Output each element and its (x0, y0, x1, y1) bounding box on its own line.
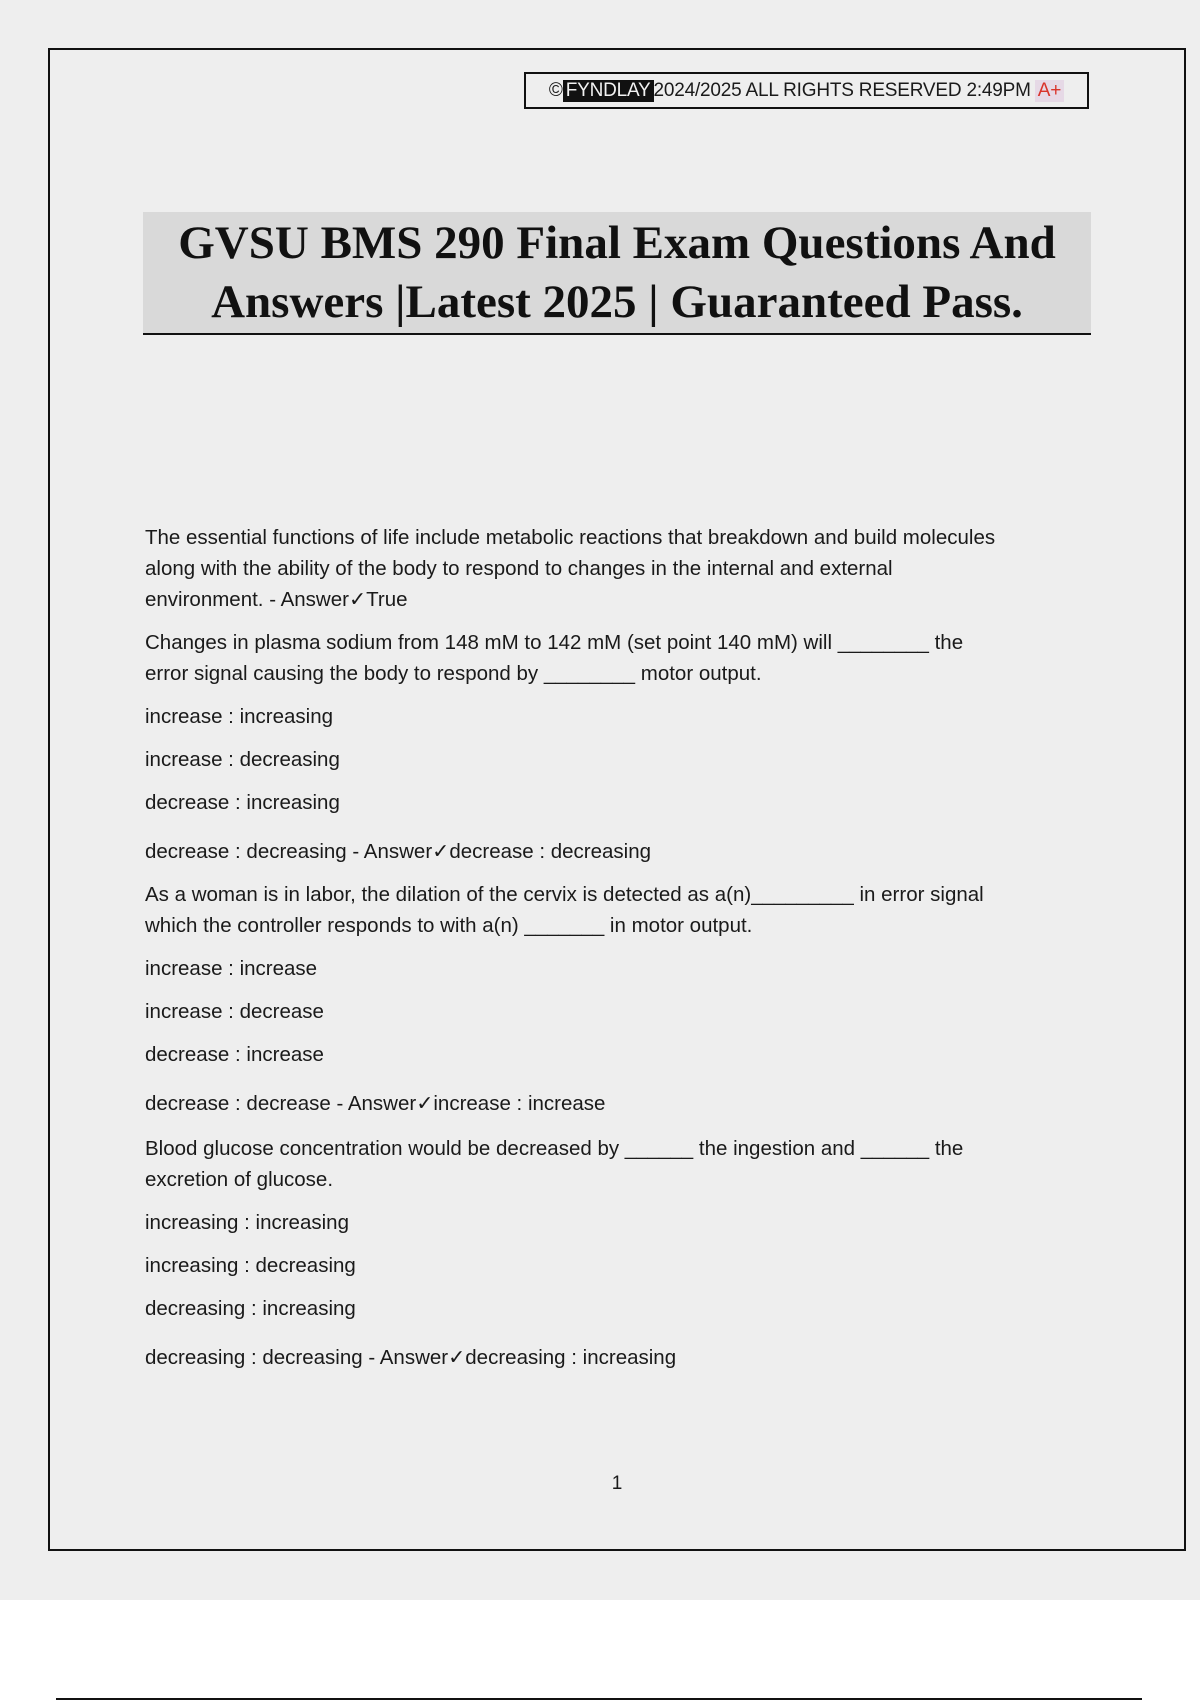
answer-option: decreasing : increasing (145, 1297, 356, 1320)
answer-option: decrease : decreasing - Answer✓decrease : decreasing (145, 840, 652, 863)
page-number: 1 (611, 1473, 623, 1494)
question-text: error signal causing the body to respond by ________ motor output. (145, 662, 762, 685)
copyright-text: 2024/2025 ALL RIGHTS RESERVED 2:49PM (653, 79, 1031, 101)
answer-option: decrease : decrease - Answer✓increase : increase (145, 1092, 606, 1115)
answer-option: increasing : increasing (145, 1211, 349, 1234)
answer-option: increase : increase (145, 957, 318, 980)
question-text: Blood glucose concentration would be decreased by ______ the ingestion and ______ the (145, 1137, 964, 1160)
question-2 (145, 627, 1095, 867)
question-3 (145, 879, 1095, 1119)
question-text: which the controller responds to with a(n) _______ in motor output. (145, 914, 753, 937)
exam-content (145, 522, 1095, 1373)
answer-option: decreasing : decreasing - Answer✓decreasing : increasing (145, 1346, 677, 1369)
answer-option: increase : decreasing (145, 748, 340, 771)
question-text: environment. - Answer✓True (145, 588, 408, 611)
copyright-symbol: © (548, 79, 563, 101)
question-1 (145, 522, 1095, 615)
grade-badge: A+ (1035, 80, 1064, 102)
author-name: FYNDLAY (563, 80, 654, 102)
answer-option: increase : increasing (145, 705, 334, 728)
question-text: excretion of glucose. (145, 1168, 334, 1191)
title-line-1: GVSU BMS 290 Final Exam Questions And (178, 216, 1056, 269)
answer-option: increasing : decreasing (145, 1254, 356, 1277)
answer-option: increase : decrease (145, 1000, 324, 1023)
question-text: Changes in plasma sodium from 148 mM to 142 mM (set point 140 mM) will ________ the (145, 631, 964, 654)
question-4 (145, 1133, 1095, 1373)
document-title (143, 212, 1091, 335)
answer-option: decrease : increasing (145, 791, 340, 814)
question-text: As a woman is in labor, the dilation of the cervix is detected as a(n)_________ in error signal (145, 883, 984, 906)
title-line-2: Answers |Latest 2025 | Guaranteed Pass. (211, 275, 1023, 328)
question-text: along with the ability of the body to respond to changes in the internal and external (145, 557, 893, 580)
question-text: The essential functions of life include metabolic reactions that breakdown and build molecules (145, 526, 996, 549)
copyright-header (524, 72, 1089, 109)
answer-option: decrease : increase (145, 1043, 324, 1066)
